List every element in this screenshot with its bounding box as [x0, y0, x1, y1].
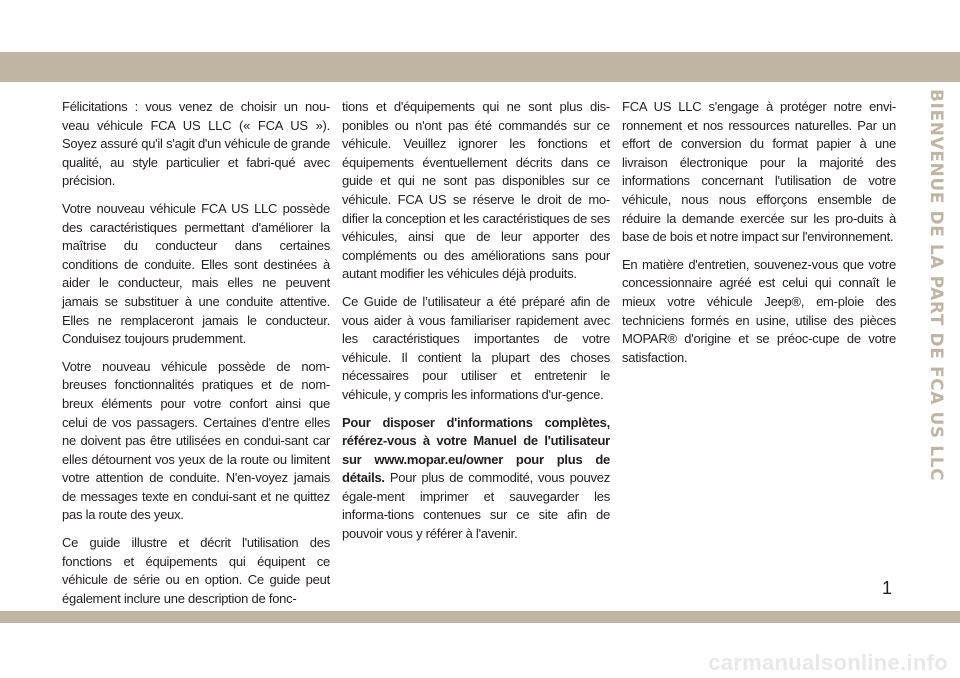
paragraph: tions et d'équipements qui ne sont plus dis-ponibles ou n'ont pas été commandés sur ce véhicule. Veuillez ignorer les fonctions et équipements éventuellement décrits dans ce guide et qui ne sont pas disponibles sur ce véhicule. FCA US se réserve le droit de mo-difier la conception et les caractéristiques de ses véhicules, ainsi que de leur apporter des compléments ou des améliorations sans pour autant modifier les véhicules déjà produits.	[342, 99, 610, 282]
paragraph: Ce Guide de l’utilisateur a été préparé afin de vous aider à vous familiariser rapidement avec les caractéristiques importantes de votre véhicule. Il contient la plupart des choses nécessaires pour utiliser et entretenir le véhicule, y compris les informations d'ur-gence.	[342, 293, 610, 402]
section-title-vertical	[926, 88, 946, 482]
paragraph: FCA US LLC s'engage à protéger notre envi-ronnement et nos ressources naturelles. Par un effort de conversion du format papier à une livraison électronique pour la majorité des informations concernant l'utilisation de votre véhicule, nous nous efforçons ensemble de réduire la demande exercée sur les pro-duits à base de bois et notre impact sur l'environnement.	[622, 99, 896, 245]
paragraph: En matière d'entretien, souvenez-vous que votre concessionnaire agréé est celui qui connaît le mieux votre véhicule Jeep®, em-ploie des techniciens formés en usine, utilise des pièces MOPAR® d'origine et se préoc-cupe de votre satisfaction.	[622, 256, 896, 365]
paragraph: Votre nouveau véhicule FCA US LLC possède des caractéristiques permettant d'améliorer la maîtrise du conducteur dans certaines conditions de conduite. Elles sont destinées à aider le conducteur, mais elles ne peuvent jamais se substituer à une conduite attentive. Elles ne remplaceront jamais le conducteur. Conduisez toujours prudemment.	[62, 200, 330, 347]
paragraph: Félicitations : vous venez de choisir un nou-veau véhicule FCA US LLC (« FCA US »). Soyez assuré qu'il s'agit d'un véhicule de grande qualité, au style particulier et fabri-qué avec précision.	[62, 99, 330, 189]
bold-notice: Pour disposer d'informations complètes, référez-vous à votre Manuel de l'utilisateur sur www.mopar.eu/owner pour plus de détails.	[342, 414, 610, 486]
paragraph: Votre nouveau véhicule possède de nom-breuses fonctionnalités pratiques et de nom-breux éléments pour votre confort ainsi que celui de vos passagers. Certaines d'entre elles ne doivent pas être utilisées en condui-sant car elles détournent vos yeux de la route ou limitent votre attention de conduite. N'en-voyez jamais de messages texte en condui-sant et ne quittez pas la route des yeux.	[62, 358, 330, 523]
paragraph-continuation: Pour plus de commodité, vous pouvez égale-ment imprimer et sauvegarder les informa-tions contenues sur ce site afin de pouvoir vous y référer à l'avenir.	[342, 470, 610, 542]
paragraph	[342, 414, 610, 544]
page-number: 1	[882, 578, 893, 598]
text-column-2	[342, 98, 610, 553]
text-column-1	[62, 98, 330, 617]
watermark: carmanualsonline.info	[708, 650, 948, 675]
section-title: BIENVENUE DE LA PART DE FCA US LLC	[926, 88, 946, 482]
footer-band	[0, 611, 960, 623]
header-band	[0, 52, 960, 82]
text-column-3	[622, 98, 896, 376]
paragraph: Ce guide illustre et décrit l'utilisation des fonctions et équipements qui équipent ce véhicule de série ou en option. Ce guide peut également inclure une description de fonc-	[62, 535, 330, 606]
